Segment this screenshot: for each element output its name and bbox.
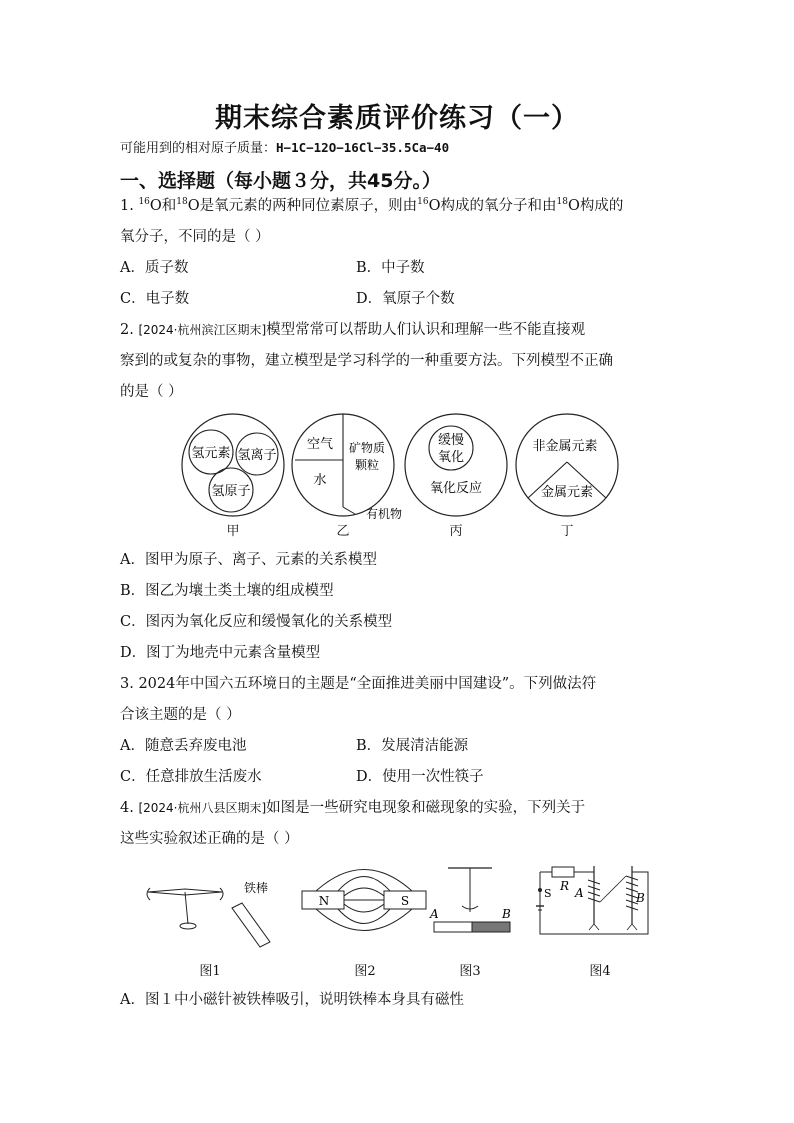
question-1-line-2: 氧分子，不同的是（ ） [120, 229, 270, 245]
slow-oxidation-label-1: 缓慢 [437, 433, 465, 448]
question-4-line-1 [120, 796, 585, 817]
figure-bing-caption: 丙 [449, 524, 463, 539]
b-label: B [636, 891, 645, 905]
figure-3-hanging-magnet [426, 862, 516, 942]
figure-4-caption: 图4 [589, 964, 611, 979]
question-number: 1. [120, 198, 134, 214]
iron-rod [232, 903, 270, 947]
figure-jia [180, 412, 286, 518]
question-3-line-2: 合该主题的是（ ） [120, 707, 241, 723]
mineral-label-2: 颗粒 [354, 458, 380, 472]
question-2-line-2: 察到的或复杂的事物，建立模型是学习科学的一种重要方法。下列模型不正确 [120, 353, 613, 369]
figure-ding-caption: 丁 [560, 524, 574, 539]
question-text: 2024年中国六五环境日的主题是“全面推进美丽中国建设”。下列做法符 [138, 676, 597, 692]
figure-bing [403, 412, 509, 518]
question-number: 4. [120, 800, 134, 816]
bar-a [434, 922, 472, 932]
mineral-label-1: 矿物质 [348, 441, 386, 455]
q3-option-c[interactable]: C．任意排放生活废水 [120, 769, 262, 785]
figure-2-magnetic-field [298, 858, 430, 944]
question-source: [2024·杭州八县区期末] [138, 801, 267, 815]
q4-option-a[interactable]: A．图１中小磁针被铁棒吸引，说明铁棒本身具有磁性 [120, 992, 464, 1008]
hydrogen-atom-label: 氢原子 [211, 484, 251, 499]
q1-option-b[interactable]: B．中子数 [356, 260, 425, 276]
q3-option-b[interactable]: B．发展清洁能源 [356, 738, 469, 754]
q2-option-b[interactable]: B．图乙为壤土类土壤的组成模型 [120, 583, 334, 599]
figure-jia-caption: 甲 [226, 524, 240, 539]
n-pole-label: N [318, 894, 330, 908]
organic-label: 有机物 [366, 507, 403, 521]
figure-yi-caption: 乙 [336, 524, 350, 539]
question-text: O是氧元素的两种同位素原子，则由 [187, 198, 418, 214]
figure-ding [514, 412, 620, 518]
oxidation-label: 氧化反应 [429, 481, 483, 496]
figure-3-caption: 图3 [459, 964, 481, 979]
question-3-line-1 [120, 672, 596, 693]
q3-option-a[interactable]: A．随意丢弃废电池 [120, 738, 247, 754]
page-title: 期末综合素质评价练习（一） [215, 103, 579, 134]
question-text: O和 [149, 198, 177, 214]
metal-label: 金属元素 [540, 485, 594, 500]
atomic-masses [120, 137, 449, 156]
hydrogen-ion-label: 氢离子 [237, 448, 277, 463]
crust-circle [516, 414, 618, 516]
wire [600, 876, 626, 902]
question-2-line-1 [120, 318, 585, 339]
hydrogen-element-label: 氢元素 [191, 446, 231, 461]
field-line [344, 904, 384, 912]
pointer [343, 507, 355, 514]
q1-option-a[interactable]: A．质子数 [120, 260, 189, 276]
superscript: 18 [176, 197, 188, 208]
switch-label: S [544, 887, 552, 900]
q1-option-c[interactable]: C．电子数 [120, 291, 190, 307]
question-number: 3. [120, 676, 134, 692]
q2-option-c[interactable]: C．图丙为氧化反应和缓慢氧化的关系模型 [120, 614, 393, 630]
question-text: 模型常常可以帮助人们认识和理解一些不能直接观 [266, 322, 586, 338]
question-text: O构成的 [567, 198, 624, 214]
air-label: 空气 [306, 437, 334, 452]
field-line [338, 909, 390, 924]
question-text: 如图是一些研究电现象和磁现象的实验，下列关于 [266, 800, 586, 816]
needle-stand [185, 892, 188, 924]
a-label: A [430, 907, 439, 921]
superscript: 18 [556, 197, 568, 208]
field-line [344, 888, 384, 896]
figure-4-electromagnet-circuit [532, 862, 660, 942]
atomic-masses-label: 可能用到的相对原子质量： [120, 141, 277, 156]
s-pole-label: S [400, 894, 410, 908]
figure-1-compass-and-iron-rod [140, 870, 280, 950]
rotation-arrow [147, 888, 150, 900]
a-label: A [575, 886, 584, 900]
question-source: [2024·杭州滨江区期末] [138, 323, 267, 337]
figure-2-caption: 图2 [354, 964, 376, 979]
pins [589, 924, 637, 930]
slow-oxidation-label-2: 氧化 [437, 450, 465, 465]
nonmetal-label: 非金属元素 [532, 439, 598, 454]
rotation-arrow [220, 888, 223, 900]
b-label: B [502, 907, 511, 921]
q1-option-d[interactable]: D．氧原子个数 [356, 291, 455, 307]
oxidation-circle [405, 414, 507, 516]
figure-1-caption: 图1 [199, 964, 221, 979]
question-number: 2. [120, 322, 134, 338]
q2-option-d[interactable]: D．图丁为地壳中元素含量模型 [120, 645, 321, 661]
r-label: R [560, 879, 570, 893]
q2-option-a[interactable]: A．图甲为原子、离子、元素的关系模型 [120, 552, 377, 568]
iron-rod-label: 铁棒 [244, 881, 269, 895]
superscript: 16 [138, 197, 150, 208]
section-heading: 一、选择题（每小题３分，共45分。） [120, 170, 441, 192]
water-label: 水 [313, 473, 327, 488]
field-line [338, 877, 390, 892]
bar-b [472, 922, 510, 932]
atomic-masses-values: H−1C−12O−16Cl−35.5Ca−40 [276, 140, 450, 155]
superscript: 16 [417, 197, 429, 208]
question-text: O构成的氧分子和由 [428, 198, 557, 214]
switch-contact [538, 888, 542, 892]
question-1-line-1 [120, 194, 623, 215]
resistor [552, 867, 574, 877]
q3-option-d[interactable]: D．使用一次性筷子 [356, 769, 484, 785]
figure-yi [290, 412, 408, 522]
question-4-line-2: 这些实验叙述正确的是（ ） [120, 831, 299, 847]
question-2-line-3: 的是（ ） [120, 384, 183, 400]
outer-circle [182, 414, 284, 516]
